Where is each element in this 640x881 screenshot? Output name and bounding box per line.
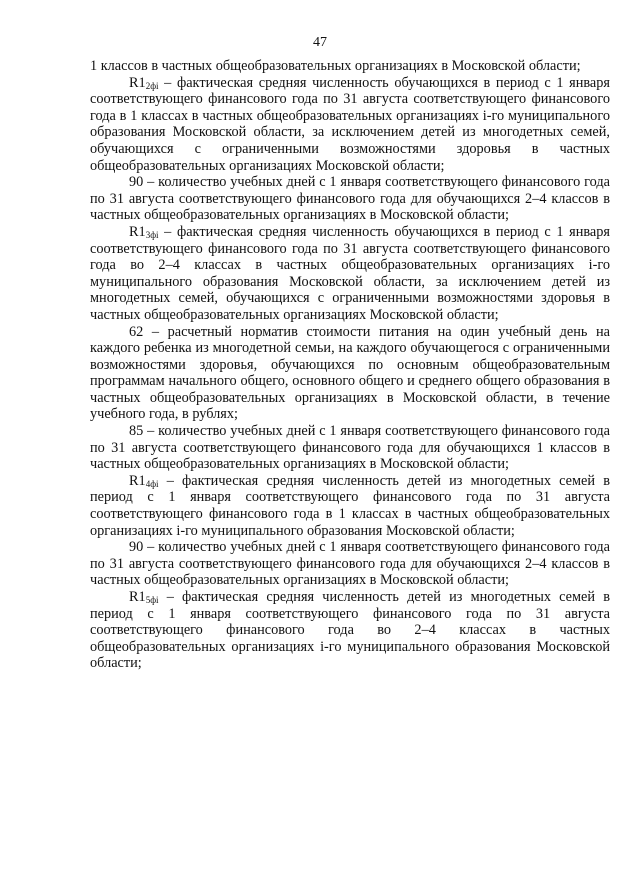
paragraph-6	[90, 423, 610, 473]
paragraph-text: – фактическая средняя численность обучающихся в период с 1 января соответствующего финансового года по 31 августа соответствующего финансового года в 1 классах в частных общеобразовательных организациях i-го муниципального образования Московской области, за исключением детей из многодетных семей, обучающихся с ограниченными возможностями здоровья в частных общеобразовательных организациях Московской области;	[90, 74, 610, 174]
paragraph-text: – фактическая средняя численность детей из многодетных семей в период с 1 января соответствующего финансового года по 31 августа соответствующего финансового года во 2–4 классах в частных общеобразовательных организациях i-го муниципального образования Московской области;	[90, 589, 610, 672]
paragraph-1	[90, 58, 610, 75]
paragraph-3	[90, 174, 610, 224]
variable-symbol: R1	[129, 74, 146, 91]
variable-symbol: R1	[129, 472, 146, 489]
paragraph-7-definition-r1-4f	[90, 473, 610, 539]
paragraph-2-definition-r1-2f	[90, 75, 610, 175]
variable-subscript: 3фi	[145, 229, 159, 240]
variable-symbol: R1	[129, 589, 146, 605]
paragraph-text: – фактическая средняя численность обучающихся в период с 1 января соответствующего финансового года по 31 августа соответствующего финансового года во 2–4 классах в частных общеобразовательных организациях i-го муниципального образования Московской области, за исключением детей из многодетных семей, обучающихся с ограниченными возможностями здоровья в частных общеобразовательных организациях Московской области;	[90, 223, 610, 323]
variable-subscript: 2фi	[145, 80, 159, 91]
paragraph-text: 62 – расчетный норматив стоимости питания на один учебный день на каждого ребенка из многодетной семьи, на каждого обучающегося с ограниченными возможностями здоровья, обучающихся по основным общеобразовательным программам начального общего, основного общего и среднего общего образования в частных общеобразовательных организациях в Московской области, в течение учебного года, в рублях;	[90, 323, 610, 423]
variable-subscript: 5фi	[145, 595, 159, 605]
paragraph-9-definition-r1-5f	[90, 589, 610, 672]
paragraph-text: – фактическая средняя численность детей из многодетных семей в период с 1 января соответствующего финансового года по 31 августа соответствующего финансового года в 1 классах в частных общеобразовательных организациях i-го муниципального образования Московской области;	[90, 472, 610, 539]
paragraph-text: 85 – количество учебных дней с 1 января соответствующего финансового года по 31 августа соответствующего финансового года для обучающихся 1 классов в частных общеобразовательных организациях в Московской области;	[90, 423, 610, 473]
variable-subscript: 4фi	[145, 478, 159, 489]
paragraph-text: 90 – количество учебных дней с 1 января соответствующего финансового года по 31 августа соответствующего финансового года для обучающихся 2–4 классов в частных общеобразовательных организациях в Московской области;	[90, 539, 610, 589]
paragraph-4-definition-r1-3f	[90, 224, 610, 324]
paragraph-8	[90, 539, 610, 589]
paragraph-text: 1 классов в частных общеобразовательных организациях в Московской области;	[90, 58, 581, 74]
paragraph-text: 90 – количество учебных дней с 1 января соответствующего финансового года по 31 августа соответствующего финансового года для обучающихся 2–4 классов в частных общеобразовательных организациях в Московской области;	[90, 174, 610, 224]
page-number: 47	[313, 35, 327, 50]
paragraph-5	[90, 324, 610, 424]
variable-symbol: R1	[129, 223, 146, 240]
document-body	[90, 58, 610, 672]
